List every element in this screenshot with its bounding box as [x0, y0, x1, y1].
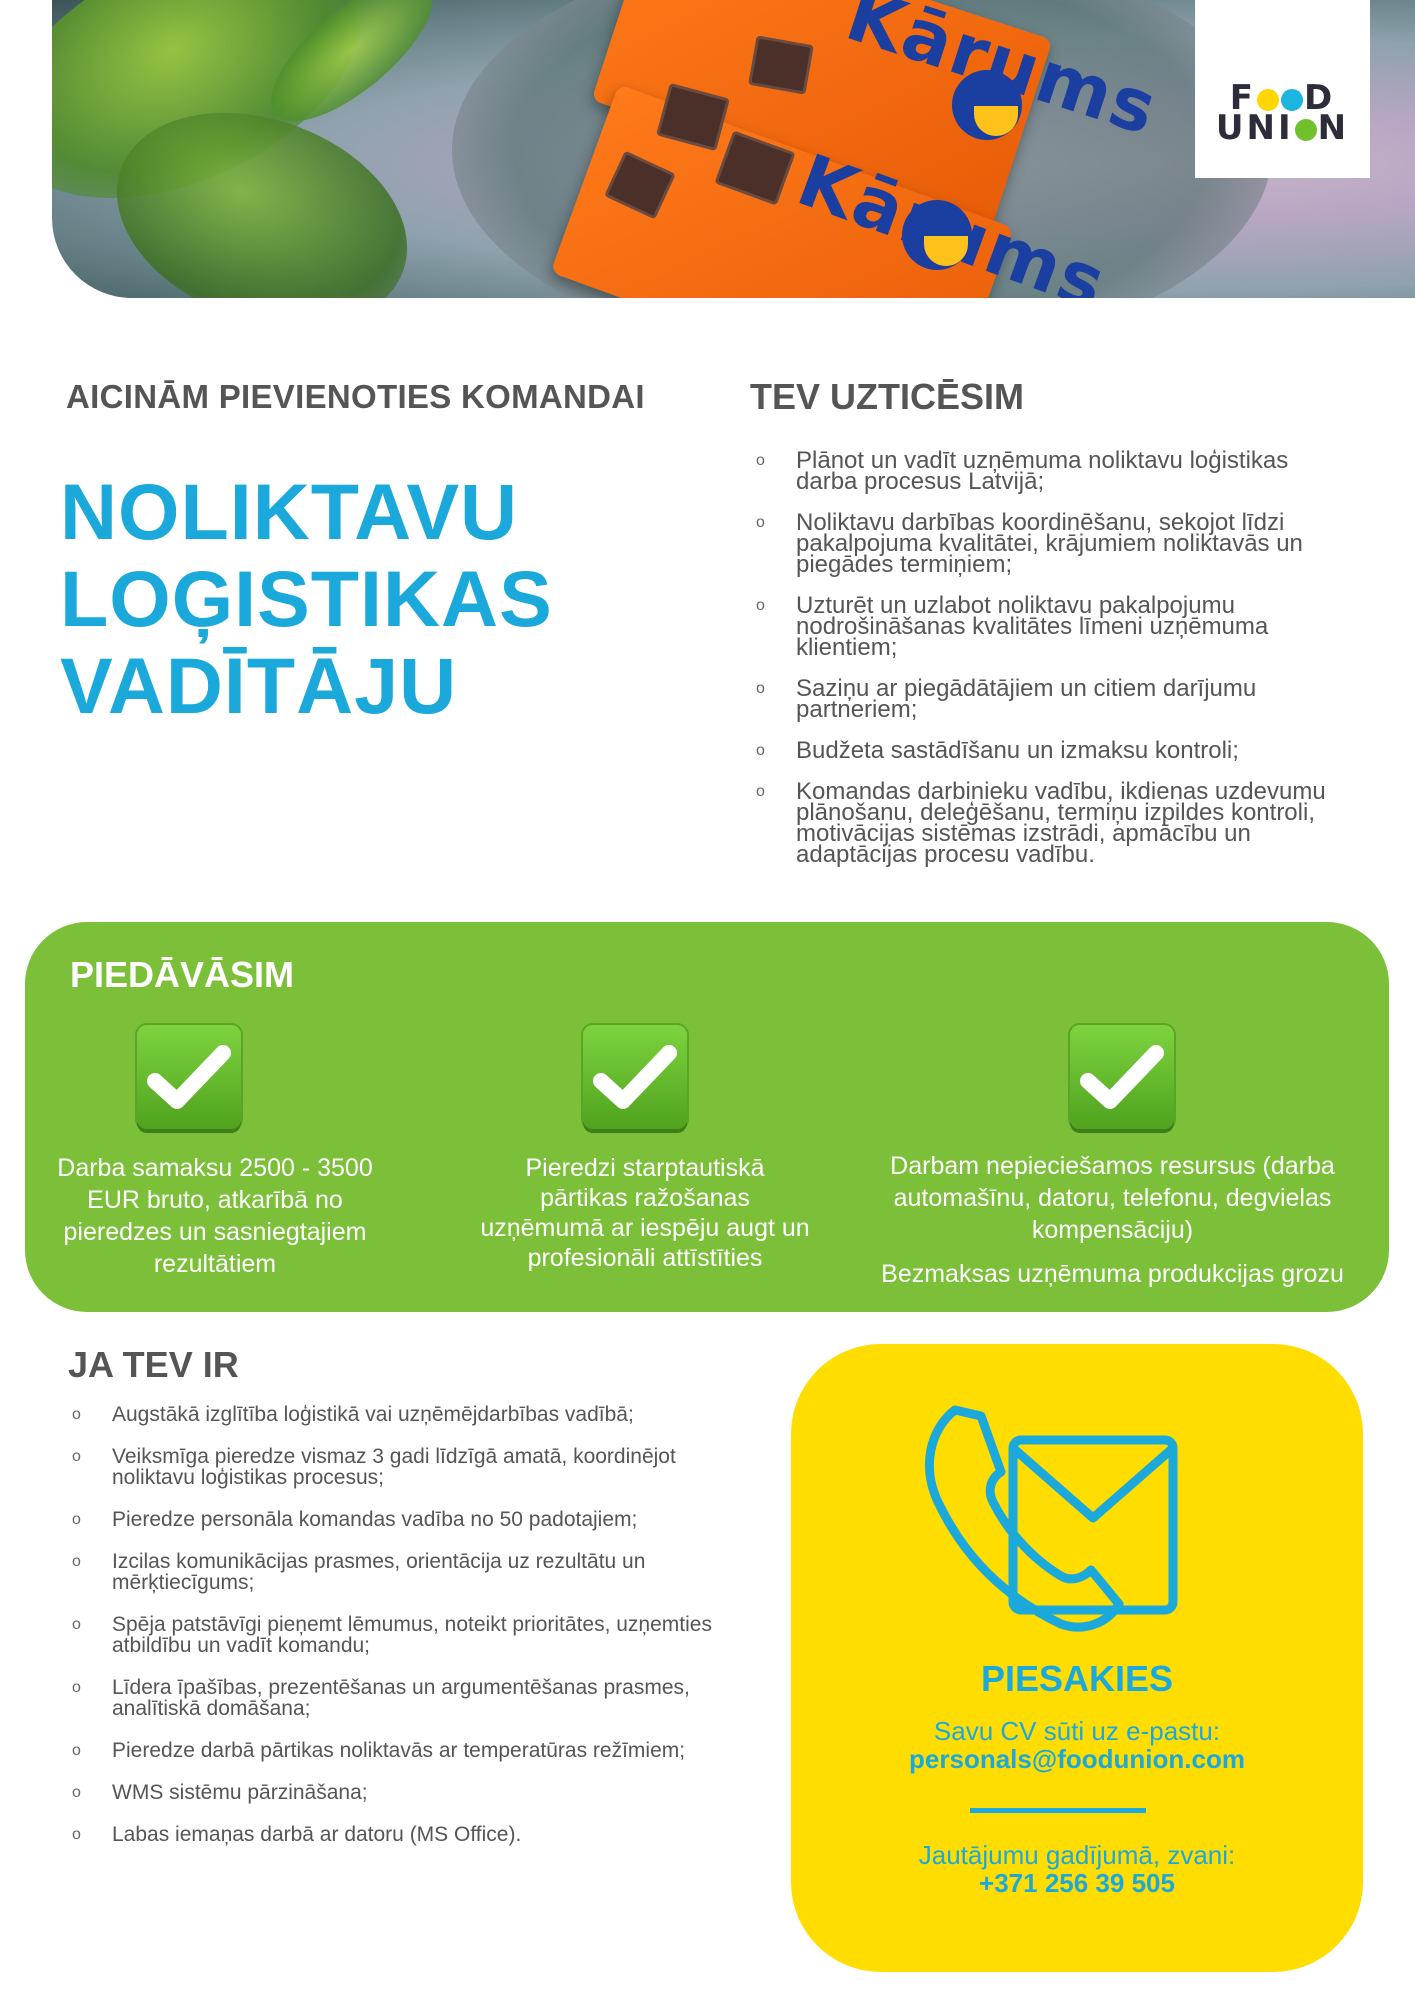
kicker-heading: AICINĀM PIEVIENOTIES KOMANDAI	[66, 378, 645, 415]
offer-salary-text: Darba samaksu 2500 - 3500 EUR bruto, atkarībā no pieredzes un sasniegtajiem rezultātiem	[57, 1154, 373, 1278]
cv-instruction: Savu CV sūti uz e-pastu:	[933, 1716, 1221, 1746]
checkmark-icon	[1070, 1025, 1174, 1129]
offer-section	[25, 922, 1389, 1312]
circle-bullet-icon: o	[756, 452, 765, 469]
offer-resources-text: Darbam nepieciešamos resursus (darba automašīnu, datoru, telefonu, degvielas kompensāciju)	[890, 1152, 1335, 1244]
trust-list	[756, 447, 1356, 885]
circle-bullet-icon: o	[756, 783, 765, 800]
checkmark-icon	[583, 1025, 687, 1129]
list-item: o Saziņu ar piegādātājiem un citiem darījumu partneriem;	[756, 675, 1257, 723]
checkmark-icon	[137, 1025, 241, 1129]
offer-heading: PIEDĀVĀSIM	[70, 954, 295, 995]
list-item: o Komandas darbinieku vadību, ikdienas uzdevumu plānošanu, deleģēšanu, termiņu izpildes kontroli, motivācijas sistēmas izstrādi, apmācību un adaptācijas procesu vadību.	[756, 778, 1326, 868]
trust-heading: TEV UZTICĒSIM	[750, 376, 1025, 417]
logo-line-union: UNI N	[1215, 108, 1350, 148]
job-title-line: LOĢISTIKAS	[60, 554, 553, 643]
requirements-list	[72, 1404, 732, 1866]
job-title-line: NOLIKTAVU	[60, 467, 519, 556]
crow-mascot-icon	[952, 70, 1022, 140]
circle-bullet-icon: o	[72, 1679, 81, 1696]
circle-bullet-icon: o	[72, 1784, 81, 1801]
crow-mascot-icon	[902, 200, 972, 270]
circle-bullet-icon: o	[72, 1553, 81, 1570]
list-item: o Labas iemaņas darbā ar datoru (MS Office).	[72, 1823, 522, 1846]
list-item: o Budžeta sastādīšanu un izmaksu kontroli;	[756, 737, 1239, 764]
circle-bullet-icon: o	[72, 1616, 81, 1633]
call-instruction: Jautājumu gadījumā, zvani:	[918, 1840, 1236, 1870]
list-item: o Augstākā izglītība loģistikā vai uzņēmējdarbības vadībā;	[72, 1403, 634, 1426]
circle-bullet-icon: o	[756, 680, 765, 697]
phone-envelope-icon	[911, 1398, 1211, 1643]
circle-bullet-icon: o	[72, 1826, 81, 1843]
logo-line-food: F D	[1229, 78, 1336, 118]
list-item: o Līdera īpašības, prezentēšanas un argumentēšanas prasmes, analītiskā domāšana;	[72, 1676, 690, 1720]
offer-experience-text: Pieredzi starptautiskā pārtikas ražošanas uzņēmumā ar iespēju augt un profesionāli attīstīties	[480, 1154, 810, 1272]
apply-box	[791, 1344, 1363, 1972]
offer-products-text: Bezmaksas uzņēmuma produkcijas grozu	[881, 1260, 1344, 1288]
circle-bullet-icon: o	[72, 1406, 81, 1423]
list-item: o Spēja patstāvīgi pieņemt lēmumus, noteikt prioritātes, uzņemties atbildību un vadīt komandu;	[72, 1613, 712, 1657]
list-item: o Uzturēt un uzlabot noliktavu pakalpojumu nodrošināšanas kvalitātes līmeni uzņēmuma klientiem;	[756, 592, 1269, 661]
requirements-heading: JA TEV IR	[68, 1344, 239, 1385]
list-item: o Izcilas komunikācijas prasmes, orientācija uz rezultātu un mērķtiecīgums;	[72, 1550, 646, 1594]
circle-bullet-icon: o	[72, 1742, 81, 1759]
food-union-logo	[1195, 0, 1370, 178]
circle-bullet-icon: o	[756, 514, 765, 531]
apply-heading: PIESAKIES	[980, 1658, 1174, 1699]
email-link[interactable]: personals@foodunion.com	[909, 1744, 1245, 1774]
list-item: o Noliktavu darbības koordinēšanu, sekojot līdzi pakalpojuma kvalitātei, krājumiem noliktavās un piegādes termiņiem;	[756, 509, 1303, 578]
job-title-line: VADĪTĀJU	[60, 641, 458, 730]
circle-bullet-icon: o	[756, 742, 765, 759]
list-item: o Pieredze darbā pārtikas noliktavās ar temperatūras režīmiem;	[72, 1739, 686, 1762]
circle-bullet-icon: o	[72, 1511, 81, 1528]
list-item: o Veiksmīga pieredze vismaz 3 gadi līdzīgā amatā, koordinējot noliktavu loģistikas procesus;	[72, 1445, 676, 1489]
phone-link[interactable]: +371 256 39 505	[979, 1868, 1175, 1898]
chocolate-piece	[748, 35, 814, 94]
list-item: o Pieredze personāla komandas vadība no 50 padotajiem;	[72, 1508, 638, 1531]
circle-bullet-icon: o	[72, 1448, 81, 1465]
list-item: o WMS sistēmu pārzināšana;	[72, 1781, 368, 1804]
divider	[970, 1808, 1146, 1813]
list-item: o Plānot un vadīt uzņēmuma noliktavu loģistikas darba procesus Latvijā;	[756, 447, 1289, 495]
job-title	[60, 468, 553, 729]
circle-bullet-icon: o	[756, 597, 765, 614]
